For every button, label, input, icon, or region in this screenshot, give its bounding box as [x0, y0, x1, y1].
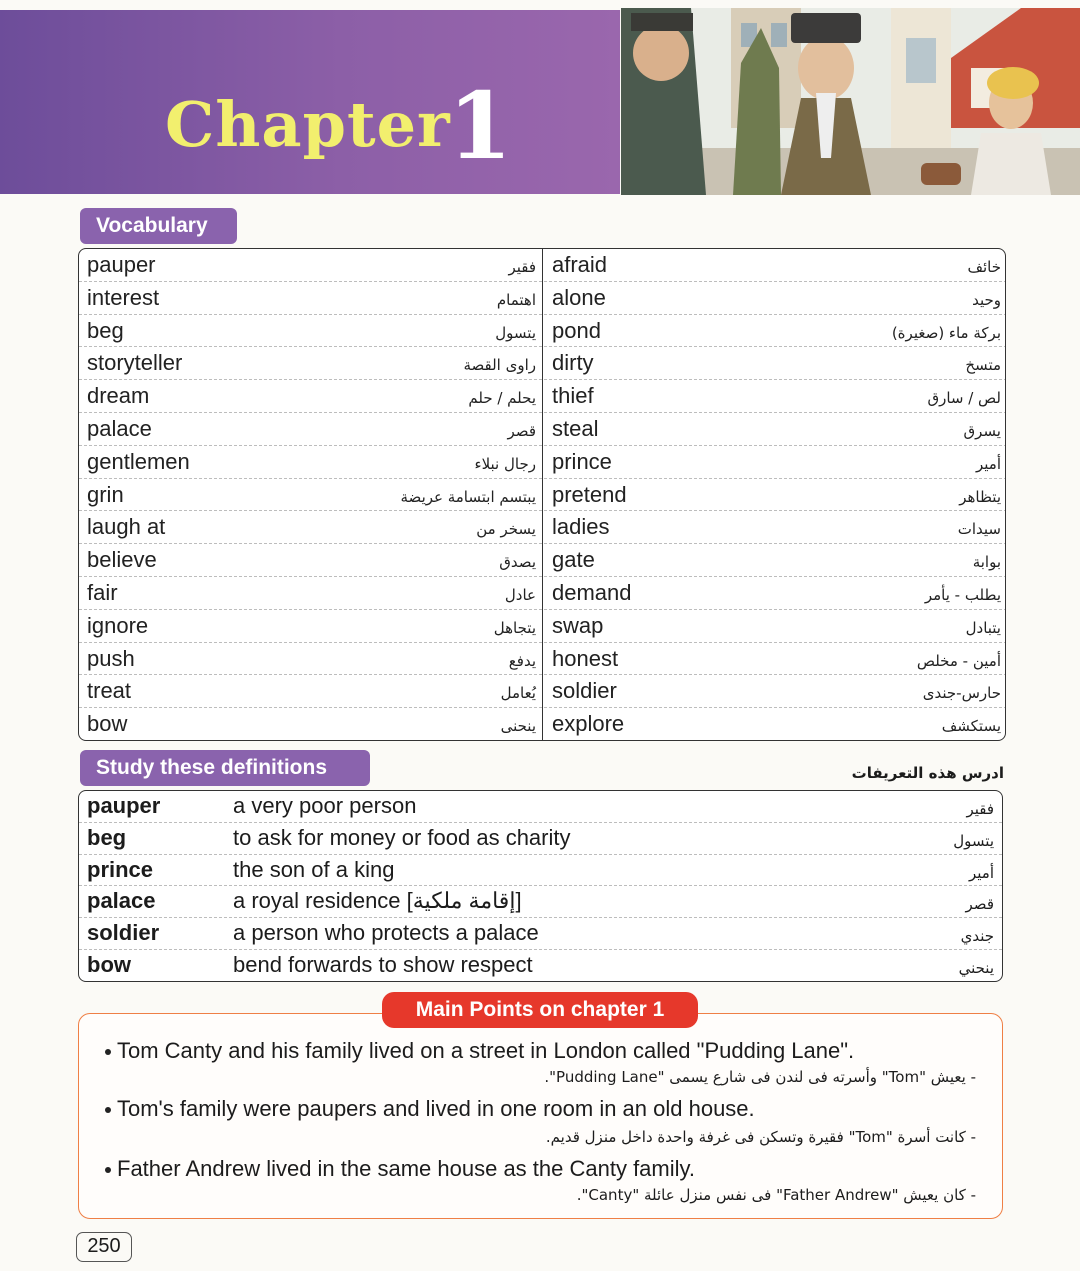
vocab-word: dirty	[552, 350, 594, 376]
vocab-translation: يستكشف	[941, 717, 1001, 736]
vocab-word: pretend	[552, 481, 627, 507]
vocab-translation: قصر	[507, 421, 536, 440]
vocab-word: demand	[552, 579, 632, 605]
definition-text: to ask for money or food as charity	[233, 824, 571, 850]
definition-row	[79, 918, 1002, 950]
vocab-row	[544, 380, 1006, 413]
vocab-word: pond	[552, 317, 601, 343]
main-point	[105, 1096, 755, 1122]
definition-term: palace	[87, 888, 156, 914]
vocab-word: pauper	[87, 252, 156, 277]
vocab-translation: متسخ	[965, 356, 1001, 375]
vocab-row	[544, 643, 1006, 676]
vocab-row	[79, 315, 542, 348]
vocabulary-column-left	[79, 249, 543, 740]
definition-row	[79, 855, 1002, 887]
vocab-translation: يسخر من	[476, 520, 536, 539]
definition-term: bow	[87, 951, 131, 977]
street-scene-illustration	[621, 8, 1080, 195]
vocab-row	[79, 675, 542, 708]
main-point-arabic: - كانت أسرة "Tom" فقيرة وتسكن فى غرفة واحدة داخل منزل قديم.	[545, 1128, 976, 1146]
chapter-illustration	[621, 8, 1080, 195]
vocab-word: gate	[552, 547, 595, 573]
vocab-translation: فقير	[508, 258, 536, 276]
vocab-translation: عادل	[504, 585, 536, 604]
vocabulary-label: Vocabulary	[80, 208, 237, 244]
vocab-translation: يحلم / حلم	[468, 389, 536, 408]
vocab-row	[544, 413, 1006, 446]
vocab-row	[79, 380, 542, 413]
vocab-row	[544, 577, 1006, 610]
vocab-row	[79, 708, 542, 741]
vocab-row	[544, 544, 1006, 577]
chapter-title: Chapter	[165, 88, 451, 161]
vocab-row	[79, 347, 542, 380]
vocab-word: laugh at	[87, 514, 166, 540]
definition-text: the son of a king	[233, 856, 395, 882]
vocab-row	[544, 446, 1006, 479]
vocab-translation: بوابة	[972, 553, 1001, 572]
definition-text: bend forwards to show respect	[233, 951, 533, 977]
vocab-word: dream	[87, 383, 150, 409]
vocab-translation: يتبادل	[965, 618, 1001, 637]
vocab-word: honest	[552, 645, 619, 671]
vocab-translation: لص / سارق	[927, 389, 1001, 408]
vocab-row	[544, 511, 1006, 544]
vocab-row	[79, 610, 542, 643]
definition-row	[79, 950, 1002, 982]
definition-text: a very poor person	[233, 793, 417, 818]
vocab-row	[544, 347, 1006, 380]
vocab-translation: وحيد	[972, 290, 1001, 309]
main-point-arabic: - يعيش "Tom" وأسرته فى لندن فى شارع يسمى "Pudding Lane".	[544, 1068, 976, 1086]
vocab-word: fair	[87, 579, 118, 605]
vocab-word: ladies	[552, 514, 610, 540]
vocab-row	[79, 544, 542, 577]
vocab-translation: يتجاهل	[493, 618, 536, 637]
vocab-row	[544, 249, 1006, 282]
bullet-icon	[105, 1049, 111, 1055]
vocab-word: soldier	[552, 678, 617, 704]
vocab-row	[79, 643, 542, 676]
definition-arabic: فقير	[966, 800, 994, 818]
definition-arabic: ينحني	[958, 958, 994, 977]
vocab-row	[544, 708, 1006, 741]
vocab-translation: سيدات	[957, 520, 1001, 539]
definition-arabic: يتسول	[953, 831, 994, 850]
main-point	[105, 1156, 695, 1182]
definitions-table	[78, 790, 1003, 982]
bullet-icon	[105, 1167, 111, 1173]
vocab-row	[544, 315, 1006, 348]
definitions-label-arabic: ادرس هذه التعريفات	[851, 764, 1004, 782]
vocab-row	[79, 577, 542, 610]
definition-arabic: قصر	[965, 895, 994, 914]
vocab-word: afraid	[552, 252, 608, 277]
vocabulary-column-right	[544, 249, 1006, 740]
definition-term: pauper	[87, 793, 161, 818]
vocab-word: beg	[87, 317, 124, 343]
vocab-word: storyteller	[87, 350, 183, 376]
vocab-word: push	[87, 645, 135, 671]
vocab-row	[544, 675, 1006, 708]
definition-term: soldier	[87, 920, 160, 946]
main-points-label: Main Points on chapter 1	[382, 992, 698, 1028]
vocab-word: interest	[87, 284, 160, 310]
definition-text: a royal residence [إقامة ملكية]	[233, 888, 522, 914]
main-point-text: Tom's family were paupers and lived in one room in an old house.	[117, 1096, 755, 1121]
vocab-row	[79, 282, 542, 315]
definition-arabic: أمير	[968, 863, 994, 882]
vocab-word: palace	[87, 415, 152, 441]
vocab-word: thief	[552, 383, 594, 409]
definition-row	[79, 823, 1002, 855]
definition-text: a person who protects a palace	[233, 920, 539, 946]
vocab-translation: يبتسم ابتسامة عريضة	[400, 487, 536, 506]
vocab-translation: أمير	[975, 454, 1001, 473]
vocab-translation: يتسول	[495, 323, 536, 342]
vocab-translation: أمين - مخلص	[916, 651, 1001, 670]
vocab-translation: اهتمام	[496, 290, 536, 309]
vocab-row	[79, 413, 542, 446]
vocab-word: treat	[87, 678, 132, 704]
main-point-text: Father Andrew lived in the same house as the Canty family.	[117, 1156, 695, 1181]
vocab-translation: بركة ماء (صغيرة)	[891, 323, 1001, 342]
main-point-text: Tom Canty and his family lived on a street in London called "Pudding Lane".	[117, 1038, 855, 1063]
vocab-word: swap	[552, 612, 604, 638]
vocab-word: believe	[87, 547, 157, 573]
definition-term: prince	[87, 856, 154, 882]
vocab-translation: يسرق	[963, 421, 1001, 440]
vocab-translation: يدفع	[508, 651, 536, 670]
vocab-word: prince	[552, 448, 612, 474]
definition-term: beg	[87, 824, 127, 850]
vocab-row	[79, 446, 542, 479]
vocab-translation: ينحنى	[500, 717, 536, 736]
vocabulary-table	[78, 248, 1006, 741]
page-number: 250	[76, 1232, 132, 1262]
vocab-translation: راوى القصة	[463, 356, 536, 375]
definition-arabic: جندي	[960, 927, 994, 946]
definition-row	[79, 791, 1002, 823]
vocab-row	[544, 282, 1006, 315]
vocab-word: explore	[552, 711, 625, 737]
vocab-translation: رجال نبلاء	[474, 454, 536, 473]
vocab-translation: يطلب - يأمر	[924, 585, 1001, 604]
definitions-label: Study these definitions	[80, 750, 370, 786]
vocab-translation: يُعامل	[500, 684, 536, 703]
vocab-word: grin	[87, 481, 124, 507]
vocab-word: gentlemen	[87, 448, 190, 474]
vocab-word: ignore	[87, 612, 149, 638]
vocab-translation: حارس-جندى	[922, 684, 1001, 703]
vocab-row	[79, 249, 542, 282]
vocab-row	[79, 479, 542, 512]
main-point-arabic: - كان يعيش "Father Andrew" فى نفس منزل عائلة "Canty".	[576, 1186, 976, 1204]
main-points-box	[78, 1013, 1003, 1219]
vocab-word: alone	[552, 284, 606, 310]
vocab-translation: يصدق	[499, 553, 536, 572]
chapter-number: 1	[448, 72, 513, 180]
definition-row	[79, 886, 1002, 918]
vocab-row	[544, 610, 1006, 643]
vocab-row	[544, 479, 1006, 512]
main-point	[105, 1038, 854, 1064]
vocab-translation: خائف	[967, 258, 1001, 276]
vocab-word: bow	[87, 711, 128, 737]
vocab-word: steal	[552, 415, 599, 441]
vocab-translation: يتظاهر	[959, 487, 1001, 506]
vocab-row	[79, 511, 542, 544]
bullet-icon	[105, 1107, 111, 1113]
